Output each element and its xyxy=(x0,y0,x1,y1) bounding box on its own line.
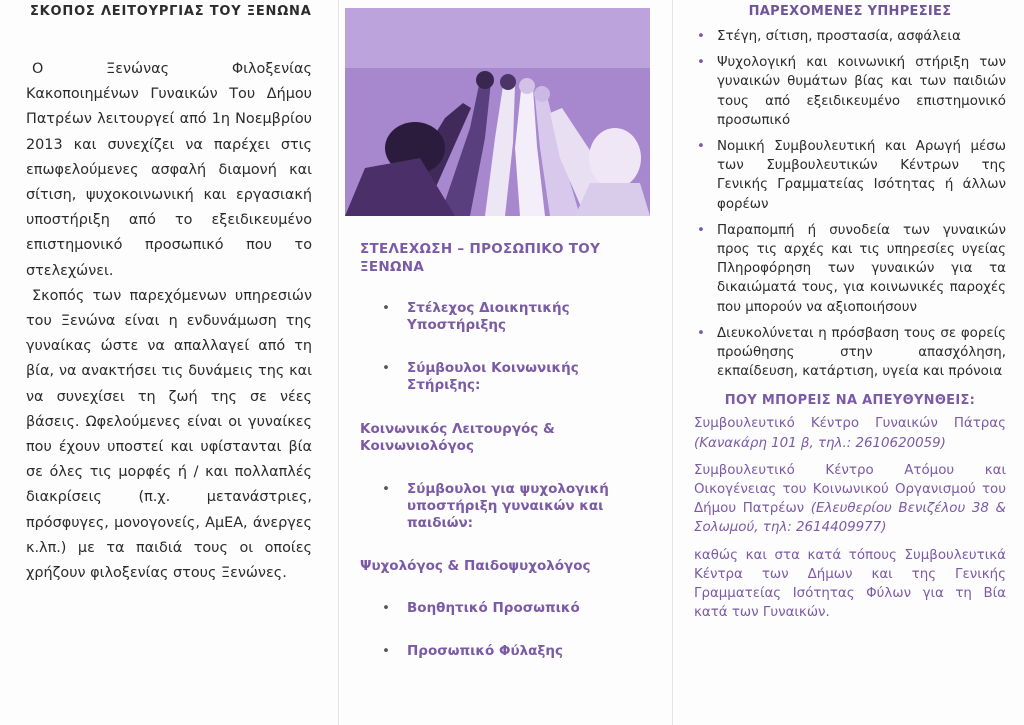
photo-illustration xyxy=(345,8,650,216)
contact-family-center xyxy=(694,461,1006,538)
contact-1-info: (Κανακάρη 101 β, τηλ.: 2610620059) xyxy=(694,435,946,451)
service-item: • Παραπομπή ή συνοδεία των γυναικών προς τις αρχές και τις υπηρεσίες υγείας Πληροφόρηση των γυναικών για τα δικαιώματά τους, για κοινωνικές παροχές που μπορούν να αξιοποιήσουν xyxy=(694,221,1006,317)
contact-2-name: Συμβουλευτικό Κέντρο Ατόμου και Οικογένειας του Κοινωνικού Οργανισμού του Δήμου Πατρέων xyxy=(694,462,1006,517)
services-title: ΠΑΡΕΧΟΜΕΝΕΣ ΥΠΗΡΕΣΙΕΣ xyxy=(748,4,952,19)
staff-item-admin: • Στέλεχος Διοικητικής Υποστήριξης xyxy=(360,300,645,334)
purpose-paragraph-1: Ο Ξενώνας Φιλοξενίας Κακοποιημένων Γυναικών Του Δήμου Πατρέων λειτουργεί από 1η Νοεμβρίου 2013 και συνεχίζει να παρέχει στις επωφελούμενες ασφαλή διαμονή και σίτιση, ψυχοκοινωνική και εργασιακή υποστήριξη από το εξειδικευμένο επιστημονικό προσωπικό που το στελεχώνει. xyxy=(26,61,312,279)
staff-item-security: • Προσωπικό Φύλαξης xyxy=(360,643,563,660)
staff-title: ΣΤΕΛΕΧΩΣΗ – ΠΡΟΣΩΠΙΚΟ ΤΟΥ ΞΕΝΩΝΑ xyxy=(360,241,601,275)
staff-item-psych-support: • Σύμβουλοι για ψυχολογική υποστήριξη γυναικών και παιδιών: xyxy=(360,481,645,532)
purpose-paragraph-2: Σκοπός των παρεχόμενων υπηρεσιών του Ξενώνα είναι η ενδυνάμωση της γυναίκας ώστε να απαλλαγεί από τη βία, να ανακτήσει τις δυνάμεις της και να συνεχίσει τη ζωή της σε νέες βάσεις. Ωφελούμενες είναι οι γυναίκες που έχουν υποστεί και υφίστανται βία σε όλες τις μορφές ή / και πολλαπλές διακρίσεις (π.χ. μετανάστριες, πρόσφυγες, μονογονείς, ΑμΕΑ, άνεργες κ.λπ.) με τα παιδιά τους οι οποίες χρήζουν φιλοξενίας στους Ξενώνες. xyxy=(26,287,312,582)
service-item: • Νομική Συμβουλευτική και Αρωγή μέσω των Συμβουλευτικών Κέντρων της Γενικής Γραμματείας Ισότητας ή άλλων φορέων xyxy=(694,137,1006,214)
service-item: • Διευκολύνεται η πρόσβαση τους σε φορείς προώθησης στην απασχόληση, εκπαίδευση, κατάρτιση, υγεία και πρόνοια xyxy=(694,324,1006,382)
staff-item-social-support: • Σύμβουλοι Κοινωνικής Στήριξης: xyxy=(360,360,645,394)
staff-sub-social-worker: Κοινωνικός Λειτουργός & Κοινωνιολόγος xyxy=(360,421,555,454)
purpose-panel xyxy=(0,0,330,725)
purpose-text xyxy=(26,57,312,586)
service-item: • Στέγη, σίτιση, προστασία, ασφάλεια xyxy=(694,27,1006,46)
fold-line-left xyxy=(338,0,339,725)
contact-1-name: Συμβουλευτικό Κέντρο Γυναικών Πάτρας xyxy=(694,416,1006,432)
contact-other-centers: καθώς και στα κατά τόπους Συμβουλευτικά Κέντρα των Δήμων και της Γενικής Γραμματείας Ισότητας Φύλων για τη Βία κατά των Γυναικών. xyxy=(694,547,1006,621)
contact-womens-center xyxy=(694,414,1006,452)
contact-title: ΠΟΥ ΜΠΟΡΕΙΣ ΝΑ ΑΠΕΥΘΥΝΘΕΙΣ: xyxy=(724,393,976,409)
purpose-title: ΣΚΟΠΟΣ ΛΕΙΤΟΥΡΓΙΑΣ ΤΟΥ ΞΕΝΩΝΑ xyxy=(30,4,312,19)
women-raised-hands-photo xyxy=(345,8,650,216)
services-panel xyxy=(678,0,1024,725)
contact-2-info: (Ελευθερίου Βενιζέλου 38 & Σολωμού, τηλ: 2614409977) xyxy=(694,501,1006,536)
staff-item-auxiliary: • Βοηθητικό Προσωπικό xyxy=(360,600,580,617)
services-list xyxy=(694,27,1006,381)
staff-panel xyxy=(345,0,660,725)
staff-sub-psychologist: Ψυχολόγος & Παιδοψυχολόγος xyxy=(360,558,591,574)
fold-line-right xyxy=(672,0,673,725)
service-item: • Ψυχολογική και κοινωνική στήριξη των γυναικών θυμάτων βίας και των παιδιών τους από εξειδικευμένο επιστημονικό προσωπικό xyxy=(694,53,1006,130)
